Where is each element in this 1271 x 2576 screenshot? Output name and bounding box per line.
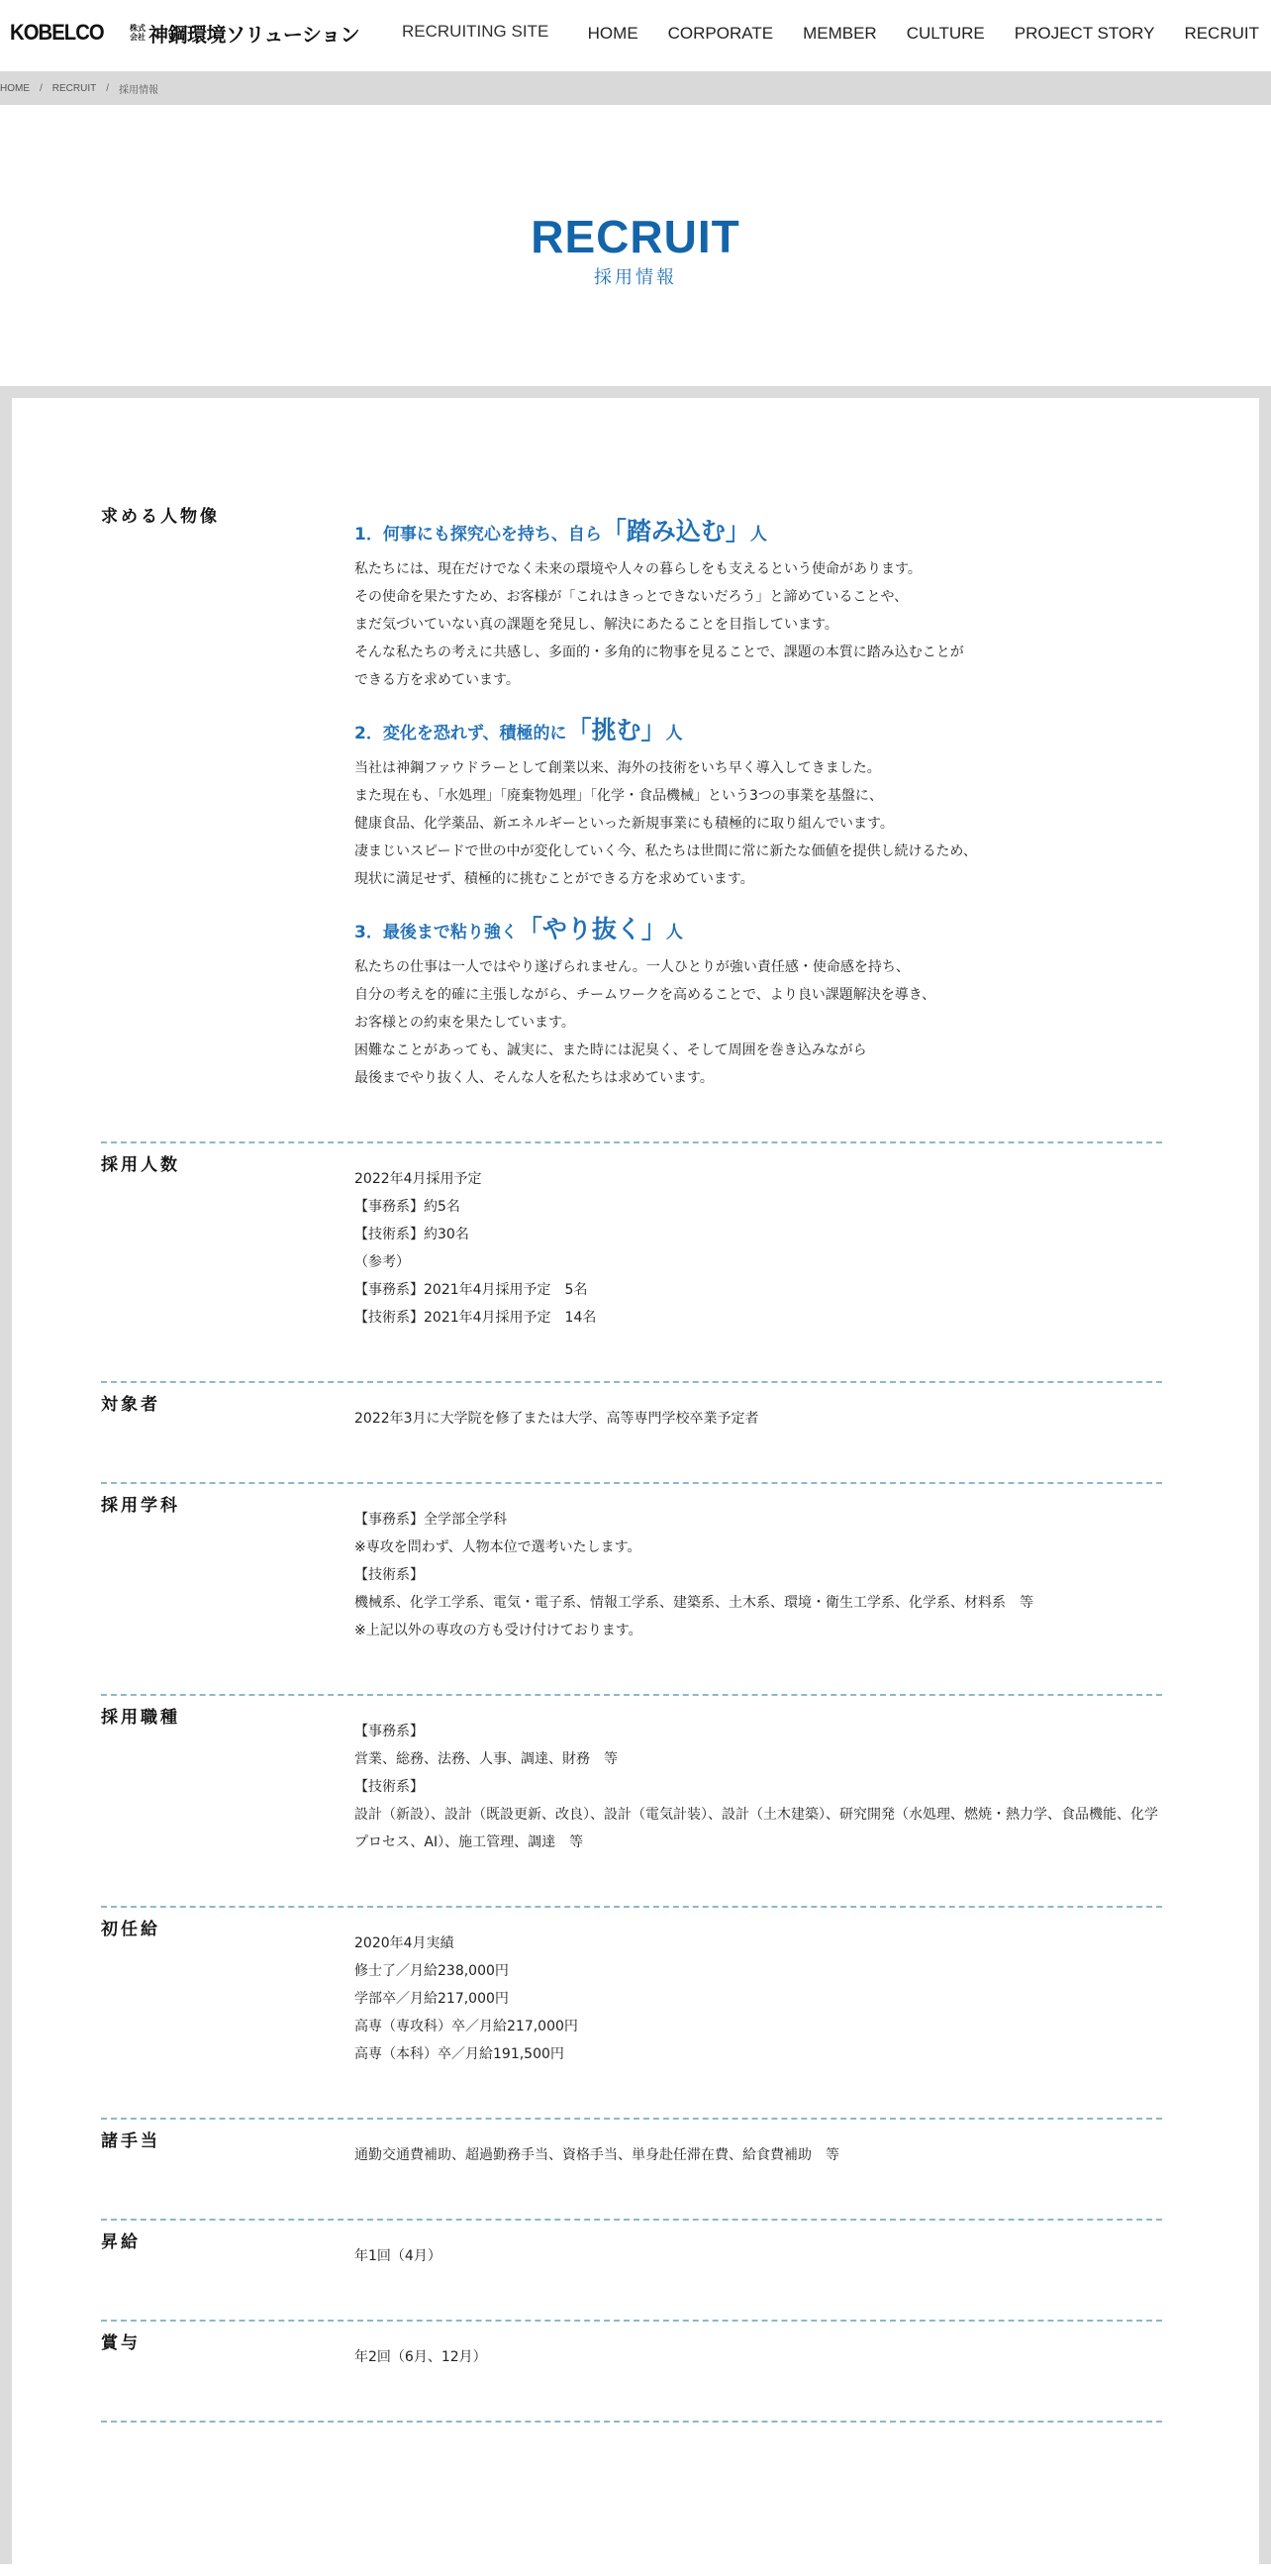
persona-heading bbox=[354, 716, 1162, 748]
heading-prefix: 3．最後まで粘り強く bbox=[354, 923, 518, 942]
nav-project-story[interactable]: PROJECT STORY bbox=[1014, 24, 1155, 43]
company-logo[interactable] bbox=[10, 18, 359, 48]
row-body bbox=[354, 2242, 1162, 2270]
row-text: 【事務系】 営業、総務、法務、人事、調達、財務 等 【技術系】 設計（新設）、設計（既設更新、改良）、設計（電気計装）、設計（土木建築）、研究開発（水処理、燃焼・熱力学、食品機能、化学プロセス、AI）、施工管理、調達 等 bbox=[354, 1724, 1158, 1850]
row-label: 諸手当 bbox=[101, 2131, 160, 2151]
persona-heading bbox=[354, 517, 1162, 549]
row-body bbox=[354, 1930, 1162, 2068]
logo-company-name: 神鋼環境ソリューション bbox=[148, 22, 360, 47]
row-label: 昇給 bbox=[101, 2232, 141, 2252]
row-label: 対象者 bbox=[101, 1395, 160, 1415]
info-row-bonus bbox=[101, 2322, 1162, 2423]
row-body bbox=[354, 1405, 1162, 1433]
nav-member[interactable]: MEMBER bbox=[803, 24, 877, 43]
persona-heading bbox=[354, 915, 1162, 947]
nav-culture[interactable]: CULTURE bbox=[906, 24, 985, 43]
logo-badge-bottom: 会社 bbox=[130, 33, 146, 42]
logo-brand: KOBELCO bbox=[10, 20, 104, 45]
persona-block bbox=[354, 915, 1162, 1092]
nav-home[interactable]: HOME bbox=[587, 24, 638, 43]
heading-prefix: 1．何事にも探究心を持ち、自ら bbox=[354, 525, 602, 545]
info-row-raise bbox=[101, 2221, 1162, 2322]
row-body bbox=[354, 2343, 1162, 2371]
logo-badge-top: 株式 bbox=[130, 24, 146, 33]
info-row-eligibility bbox=[101, 1383, 1162, 1484]
breadcrumb-separator: / bbox=[106, 82, 110, 94]
heading-emphasis: 「やり抜く」 bbox=[517, 915, 666, 943]
breadcrumb bbox=[0, 71, 1271, 105]
breadcrumb-separator: / bbox=[40, 82, 43, 94]
breadcrumb-recruit[interactable]: RECRUIT bbox=[51, 82, 97, 94]
site-label: RECRUITING SITE bbox=[402, 22, 549, 41]
row-body bbox=[354, 517, 1162, 1092]
breadcrumb-current: 採用情報 bbox=[119, 84, 159, 96]
row-text: 年2回（6月、12月） bbox=[354, 2349, 487, 2365]
info-row-departments bbox=[101, 1484, 1162, 1696]
heading-emphasis: 「踏み込む」 bbox=[601, 517, 750, 545]
info-row-allowances bbox=[101, 2120, 1162, 2221]
recruit-info bbox=[101, 495, 1162, 2423]
breadcrumb-home[interactable]: HOME bbox=[0, 82, 30, 94]
heading-suffix: 人 bbox=[749, 525, 767, 545]
row-text: 【事務系】全学部全学科 ※専攻を問わず、人物本位で選考いたします。 【技術系】 機械系、化学工学系、電気・電子系、情報工学系、建築系、土木系、環境・衛生工学系、化学系、材料系 等 ※上記以外の専攻の方も受け付けております。 bbox=[354, 1512, 1033, 1638]
info-row-starting-salary bbox=[101, 1908, 1162, 2120]
info-row-headcount bbox=[101, 1143, 1162, 1383]
nav-corporate[interactable]: CORPORATE bbox=[667, 24, 774, 43]
site-header bbox=[0, 0, 1271, 71]
row-label: 賞与 bbox=[101, 2333, 141, 2353]
row-body bbox=[354, 1506, 1162, 1644]
row-label: 採用職種 bbox=[101, 1708, 180, 1728]
heading-emphasis: 「挑む」 bbox=[566, 716, 666, 744]
page-subtitle: 採用情報 bbox=[594, 267, 677, 288]
row-label: 求める人物像 bbox=[101, 507, 220, 527]
logo-badge bbox=[130, 24, 146, 42]
row-label: 採用学科 bbox=[101, 1496, 180, 1516]
persona-text: 当社は神鋼ファウドラーとして創業以来、海外の技術をいち早く導入してきました。 また現在も、「水処理」「廃棄物処理」「化学・食品機械」という3つの事業を基盤に、 健康食品、化学薬品、新エネルギーといった新規事業にも積極的に取り組んでいます。 凄まじいスピードで世の中が変化していく今、私たちは世間に常に新たな価値を提供し続けるため、 現状に満足せず、積極的に挑むことができる方を求めています。 bbox=[354, 760, 977, 887]
row-body bbox=[354, 1718, 1162, 1856]
nav-recruit[interactable]: RECRUIT bbox=[1184, 24, 1259, 43]
row-body bbox=[354, 1165, 1162, 1332]
row-body bbox=[354, 2141, 1162, 2169]
row-text: 2020年4月実績 修士了／月給238,000円 学部卒／月給217,000円 高専（専攻科）卒／月給217,000円 高専（本科）卒／月給191,500円 bbox=[354, 1935, 578, 2062]
persona-text: 私たちの仕事は一人ではやり遂げられません。一人ひとりが強い責任感・使命感を持ち、 自分の考えを的確に主張しながら、チームワークを高めることで、より良い課題解決を導き、 お客様との約束を果たしています。 困難なことがあっても、誠実に、また時には泥臭く、そして周囲を巻き込みながら 最後までやり抜く人、そんな人を私たちは求めています。 bbox=[354, 959, 936, 1086]
main-nav bbox=[558, 24, 1259, 44]
row-label: 初任給 bbox=[101, 1920, 160, 1939]
info-row-persona bbox=[101, 495, 1162, 1143]
heading-suffix: 人 bbox=[665, 923, 683, 942]
row-text: 2022年3月に大学院を修了または大学、高等専門学校卒業予定者 bbox=[354, 1411, 759, 1427]
row-label: 採用人数 bbox=[101, 1155, 180, 1175]
persona-text: 私たちには、現在だけでなく未来の環境や人々の暮らしをも支えるという使命があります。 その使命を果たすため、お客様が「これはきっとできないだろう」と諦めていることや、 まだ気づいていない真の課題を発見し、解決にあたることを目指しています。 そんな私たちの考えに共感し、多面的・多角的に物事を見ることで、課題の本質に踏み込むことが できる方を求めています。 bbox=[354, 561, 964, 688]
row-text: 通勤交通費補助、超過勤務手当、資格手当、単身赴任滞在費、給食費補助 等 bbox=[354, 2147, 839, 2163]
row-text: 2022年4月採用予定 【事務系】約5名 【技術系】約30名 （参考） 【事務系】2021年4月採用予定 5名 【技術系】2021年4月採用予定 14名 bbox=[354, 1171, 597, 1326]
heading-prefix: 2．変化を恐れず、積極的に bbox=[354, 724, 567, 743]
heading-suffix: 人 bbox=[665, 724, 683, 743]
row-text: 年1回（4月） bbox=[354, 2248, 441, 2264]
info-row-job-types bbox=[101, 1696, 1162, 1908]
page-title: RECRUIT bbox=[531, 211, 740, 262]
persona-block bbox=[354, 716, 1162, 893]
persona-block bbox=[354, 517, 1162, 694]
